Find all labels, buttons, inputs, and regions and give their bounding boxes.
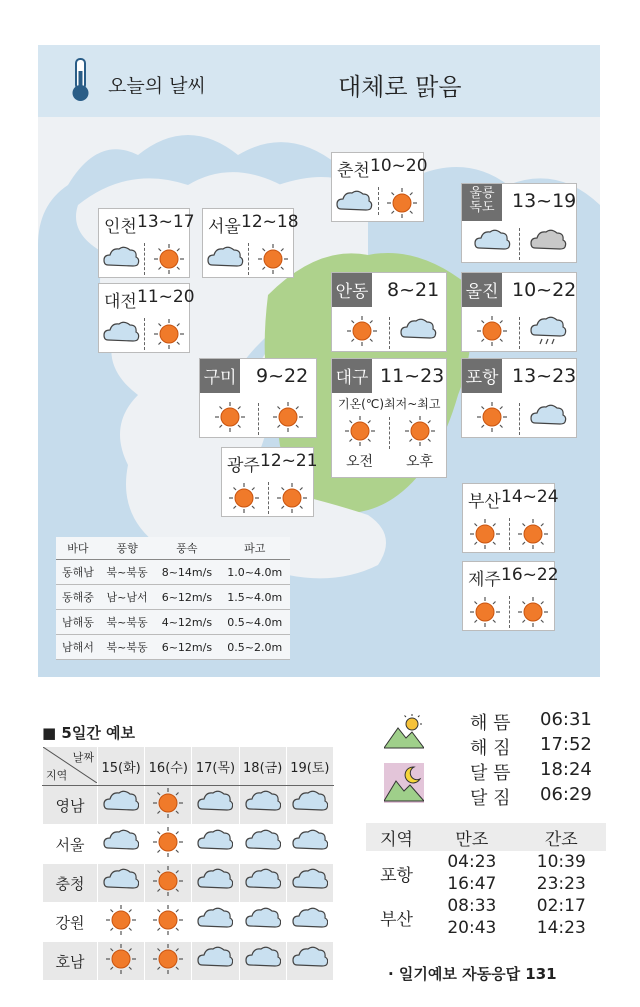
- temp-range: 11~23: [380, 365, 445, 387]
- high-tide-time: 16:47: [447, 874, 497, 894]
- sun-icon: [150, 787, 186, 819]
- moonset-label: 달 짐: [470, 788, 511, 809]
- table-row: [366, 851, 606, 873]
- cloud-icon: [472, 226, 512, 258]
- city-card-andong: [331, 272, 447, 352]
- day-header: 15(화): [98, 747, 145, 786]
- header-cell: 풍향: [100, 537, 154, 560]
- header-cell: 풍속: [154, 537, 219, 560]
- city-card-uljin: [461, 272, 577, 352]
- sun-icon: [149, 243, 189, 275]
- temp-range: 10~22: [512, 279, 577, 301]
- corner-bottom-label: 지역: [46, 769, 68, 782]
- five-day-forecast-table: [42, 746, 334, 981]
- cloud-icon: [197, 787, 233, 819]
- cloud-icon: [528, 401, 568, 433]
- forecast-cell: [145, 903, 192, 942]
- sea-cell: 북~북동: [100, 560, 154, 585]
- table-row: [56, 585, 290, 610]
- table-row: [43, 942, 334, 981]
- forecast-cell: [286, 903, 333, 942]
- city-card-busan: [462, 483, 559, 553]
- cloud-icon: [197, 826, 233, 858]
- low-tide-time: 02:17: [536, 896, 586, 916]
- forecast-cell: [145, 786, 192, 825]
- moonset-time: 06:29: [540, 784, 592, 805]
- city-card-seoul: [202, 208, 299, 278]
- forecast-cell: [286, 825, 333, 864]
- day-header: 18(금): [239, 747, 286, 786]
- forecast-cell: [98, 942, 145, 981]
- header-cell: 간조: [517, 823, 606, 851]
- cloud-icon: [398, 315, 438, 347]
- cloud-icon: [103, 865, 139, 897]
- sea-cell: 4~12m/s: [154, 610, 219, 635]
- sea-cell: 남~남서: [100, 585, 154, 610]
- sunrise-time: 06:31: [540, 709, 592, 730]
- header-cell: 지역: [366, 823, 427, 851]
- corner-cell: [43, 747, 98, 786]
- forecast-cell: [192, 825, 239, 864]
- forecast-cell: [286, 786, 333, 825]
- table-row: [43, 786, 334, 825]
- sea-cell: 남해동: [56, 610, 100, 635]
- city-name: 포항: [462, 359, 502, 393]
- high-tide-time: 08:33: [447, 896, 497, 916]
- sunrise-mountain-icon: [384, 712, 424, 750]
- forecast-cell: [145, 825, 192, 864]
- sea-cell: 동해중: [56, 585, 100, 610]
- low-tide-time: 23:23: [536, 874, 586, 894]
- sea-cell: 6~12m/s: [154, 635, 219, 660]
- sea-cell: 북~북동: [100, 635, 154, 660]
- rain-cloud-icon: [528, 315, 568, 347]
- sun-icon: [150, 904, 186, 936]
- city-name: 대구: [332, 359, 372, 393]
- forecast-cell: [192, 942, 239, 981]
- sea-cell: 6~12m/s: [154, 585, 219, 610]
- tide-table: [366, 823, 606, 939]
- city-card-daegu: [331, 358, 447, 478]
- region-cell: 호남: [43, 942, 98, 981]
- am-label: 오전: [346, 454, 374, 470]
- table-row: [43, 825, 334, 864]
- cloud-icon: [197, 865, 233, 897]
- cloud-icon: [205, 243, 245, 275]
- city-name: 제주: [468, 570, 501, 590]
- forecast-cell: [192, 786, 239, 825]
- cloud-icon: [292, 826, 328, 858]
- city-name: 춘천: [337, 161, 370, 181]
- sun-icon: [472, 401, 512, 433]
- city-card-pohang: [461, 358, 577, 438]
- sun-icon: [224, 482, 264, 514]
- sun-icon: [465, 596, 505, 628]
- tide-header-row: [366, 823, 606, 851]
- sun-icon: [103, 943, 139, 975]
- cloud-icon: [292, 943, 328, 975]
- cloud-icon: [245, 943, 281, 975]
- sun-icon: [150, 943, 186, 975]
- sun-icon: [150, 865, 186, 897]
- region-cell: 충청: [43, 864, 98, 903]
- cloud-icon: [334, 187, 374, 219]
- thermometer-icon: [66, 57, 96, 103]
- sea-cell: 8~14m/s: [154, 560, 219, 585]
- sun-icon: [472, 315, 512, 347]
- city-card-gumi: [199, 358, 317, 438]
- moonrise-time: 18:24: [540, 759, 592, 780]
- sun-icon: [400, 415, 440, 447]
- sea-conditions-table: [56, 537, 290, 660]
- sea-cell: 동해남: [56, 560, 100, 585]
- sun-icon: [382, 187, 422, 219]
- sun-icon: [513, 596, 553, 628]
- region-cell: 서울: [43, 825, 98, 864]
- pm-label: 오후: [406, 454, 434, 470]
- cloud-icon: [101, 243, 141, 275]
- header-bar: [38, 45, 600, 117]
- header-cell: 파고: [220, 537, 290, 560]
- cloud-icon: [103, 787, 139, 819]
- temp-range: 11~20: [137, 287, 195, 307]
- moonrise-label: 달 뜸: [470, 763, 511, 784]
- sea-header-row: [56, 537, 290, 560]
- sun-icon: [268, 401, 308, 433]
- high-tide-time: 04:23: [447, 852, 497, 872]
- cloud-icon: [245, 826, 281, 858]
- city-name: 안동: [332, 273, 372, 307]
- sun-icon: [103, 904, 139, 936]
- temp-range: 13~19: [512, 190, 577, 212]
- city-card-incheon: [98, 208, 195, 278]
- cloud-icon: [292, 787, 328, 819]
- sun-icon: [253, 243, 293, 275]
- high-tide-time: 20:43: [447, 918, 497, 938]
- table-row: [56, 635, 290, 660]
- forecast-cell: [239, 786, 286, 825]
- forecast-cell: [98, 786, 145, 825]
- low-tide-time: 10:39: [536, 852, 586, 872]
- city-name: 광주: [227, 456, 260, 476]
- sea-cell: 1.5~4.0m: [220, 585, 290, 610]
- city-name: 울릉 독도: [462, 184, 502, 221]
- cloud-icon: [101, 318, 141, 350]
- forecast-cell: [239, 903, 286, 942]
- low-tide-time: 14:23: [536, 918, 586, 938]
- city-card-ulleung: [461, 183, 577, 263]
- forecast-cell: [145, 864, 192, 903]
- forecast-cell: [239, 825, 286, 864]
- city-name: 인천: [104, 217, 137, 237]
- sunrise-label: 해 뜸: [470, 713, 511, 734]
- cloud-icon: [292, 865, 328, 897]
- table-row: [56, 560, 290, 585]
- header-cell: 만조: [427, 823, 516, 851]
- city-card-chuncheon: [331, 152, 428, 222]
- sun-icon: [465, 518, 505, 550]
- sea-cell: 0.5~4.0m: [220, 610, 290, 635]
- today-weather-label: 오늘의 날씨: [108, 75, 206, 97]
- cloud-icon: [197, 904, 233, 936]
- day-header: 16(수): [145, 747, 192, 786]
- weather-summary: 대체로 맑음: [338, 73, 462, 101]
- forecast-cell: [98, 864, 145, 903]
- forecast-cell: [286, 864, 333, 903]
- city-name: 대전: [104, 292, 137, 312]
- forecast-cell: [145, 942, 192, 981]
- forecast-cell: [98, 825, 145, 864]
- city-name: 구미: [200, 359, 240, 393]
- gray-cloud-icon: [528, 226, 568, 258]
- sea-cell: 1.0~4.0m: [220, 560, 290, 585]
- sun-icon: [149, 318, 189, 350]
- temp-range: 8~21: [387, 279, 440, 301]
- table-row: [366, 895, 606, 917]
- table-row: [56, 610, 290, 635]
- city-name: 서울: [208, 217, 241, 237]
- five-day-forecast-title: ■ 5일간 예보: [42, 724, 136, 742]
- day-header: 17(목): [192, 747, 239, 786]
- forecast-cell: [239, 942, 286, 981]
- forecast-cell: [239, 864, 286, 903]
- sun-icon: [513, 518, 553, 550]
- sea-cell: 북~북동: [100, 610, 154, 635]
- city-card-daejeon: [98, 283, 195, 353]
- sun-icon: [340, 415, 380, 447]
- city-card-gwangju: [221, 447, 318, 517]
- cloud-icon: [245, 787, 281, 819]
- forecast-cell: [192, 903, 239, 942]
- temp-range: 13~17: [137, 212, 195, 232]
- header-cell: 바다: [56, 537, 100, 560]
- sea-cell: 0.5~2.0m: [220, 635, 290, 660]
- temp-range: 10~20: [370, 156, 428, 176]
- forecast-cell: [192, 864, 239, 903]
- sunset-time: 17:52: [540, 734, 592, 755]
- forecast-header-row: [43, 747, 334, 786]
- cloud-icon: [245, 865, 281, 897]
- cloud-icon: [292, 904, 328, 936]
- temp-legend: 기온(℃)최저~최고: [338, 397, 441, 411]
- city-name: 울진: [462, 273, 502, 307]
- temp-range: 16~22: [501, 565, 559, 585]
- sea-cell: 남해서: [56, 635, 100, 660]
- cloud-icon: [197, 943, 233, 975]
- tide-region: 부산: [380, 909, 413, 930]
- forecast-hotline: · 일기예보 자동응답 131: [388, 965, 557, 983]
- city-name: 부산: [468, 492, 501, 512]
- region-cell: 영남: [43, 786, 98, 825]
- cloud-icon: [245, 904, 281, 936]
- cloud-icon: [103, 826, 139, 858]
- sun-icon: [210, 401, 250, 433]
- table-row: [43, 903, 334, 942]
- temp-range: 14~24: [501, 487, 559, 507]
- sun-icon: [272, 482, 312, 514]
- forecast-cell: [286, 942, 333, 981]
- temp-range: 9~22: [256, 365, 309, 387]
- day-header: 19(토): [286, 747, 333, 786]
- region-cell: 강원: [43, 903, 98, 942]
- table-row: [43, 864, 334, 903]
- city-card-jeju: [462, 561, 559, 631]
- forecast-cell: [98, 903, 145, 942]
- sun-icon: [342, 315, 382, 347]
- corner-top-label: 날짜: [72, 751, 94, 764]
- sun-icon: [150, 826, 186, 858]
- sunset-label: 해 짐: [470, 738, 511, 759]
- tide-region: 포항: [380, 865, 413, 886]
- temp-range: 12~18: [241, 212, 299, 232]
- moonrise-mountain-icon: [384, 763, 424, 803]
- temp-range: 13~23: [512, 365, 577, 387]
- temp-range: 12~21: [260, 451, 318, 471]
